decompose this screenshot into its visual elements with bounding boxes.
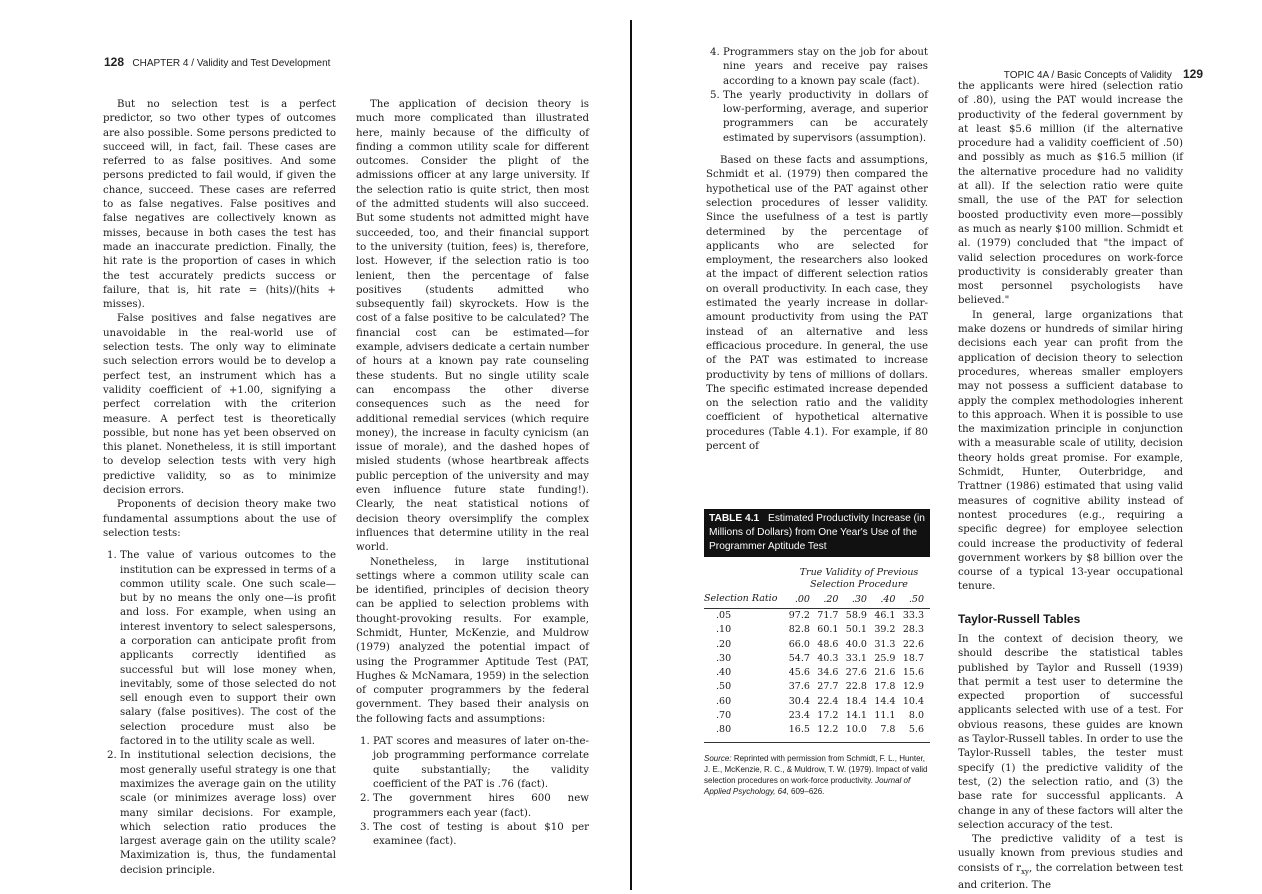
table-row	[704, 709, 930, 723]
table-cell: 37.6	[788, 681, 810, 693]
left-column-2	[356, 98, 589, 849]
table-title: Estimated Productivity Increase (in Millions of Dollars) from One Year's Use of the Programmer Aptitude Test	[709, 513, 925, 552]
table-cell: 71.7	[817, 610, 839, 621]
paragraph: Nonetheless, in large institutional settings where a common utility scale can be identified, principles of decision theory can be applied to selection problems with thought-provoking results. For example, Schmidt, Hunter, McKenzie, and Muldrow (1979) analyzed the potential impact of using the Programmer Aptitude Test (PAT, Hughes & McNamara, 1959) in the selection of computer programmers by the federal government. They based their analysis on the following facts and assumptions:	[356, 556, 589, 725]
paragraph: Proponents of decision theory make two fundamental assumptions about the use of selection tests:	[103, 499, 336, 539]
table-cell: 23.4	[788, 710, 810, 722]
paragraph: In the context of decision theory, we should describe the statistical tables published by Taylor and Russell (1939) that permit a test user to determine the expected proportion of successful applicants selected with use of a test. For obvious reasons, these guides are known as Taylor-Russell tables. In order to use the Taylor-Russell tables, the tester must specify (1) the predictive validity of the test, (2) the selection ratio, and (3) the base rate for successful applicants. A change in any of these factors will alter the selection accuracy of the test.	[958, 633, 1183, 831]
selection-ratio-cell: .40	[716, 667, 732, 679]
table-cell: 15.6	[902, 667, 924, 679]
table-cell: 27.6	[845, 667, 867, 679]
right-column-2	[958, 80, 1183, 893]
paragraph: The application of decision theory is much more complicated than illustrated here, mainly because of the difficulty of finding a common utility scale for different outcomes. Consider the plight of the admissions officer at any large university. If the selection ratio is quite strict, then most of the admitted students will also succeed. But some students not admitted might have succeeded, too, and their financial support to the university (tuition, fees) is, therefore, lost. However, if the selection ratio is too lenient, then the percentage of false positives (students admitted who subsequently fail) skyrockets. How is the cost of a false positive to be calculated? The financial cost can be estimated—for example, advisers dedicate a certain number of hours at a known pay rate counseling these students. But no single utility scale can encompass the other diverse consequences such as the need for additional remedial services (which require money), the increase in faculty cynicism (an issue of morale), and the dashed hopes of misled students (whose heartbreak affects public perception of the university and may even influence future state funding!). Clearly, the neat statistical notions of decision theory oversimplify the complex influences that determine utility in the real world.	[356, 99, 589, 554]
table-cell: 54.7	[788, 652, 810, 664]
list-item: 2. In institutional selection decisions, the most generally useful strategy is one that maximizes the average gain on the utility scale (or minimizes average loss) over many similar decisions. For example, which selection ratio produces the largest average gain on the utility scale? Maximization is, thus, the fundamental decision principle.	[120, 749, 336, 878]
table-label: TABLE 4.1	[709, 513, 760, 524]
list-item: 5. The yearly productivity in dollars of low-performing, average, and superior programmers can be accurately estimated by supervisors (assumption).	[723, 89, 928, 146]
table-cell: 28.3	[902, 624, 924, 636]
right-column-1	[706, 46, 928, 454]
column-header: .30	[844, 593, 873, 609]
right-page	[632, 0, 1262, 894]
table-cell: 39.2	[874, 624, 896, 636]
paragraph: the applicants were hired (selection ratio of .80), using the PAT would increase the productivity of the federal government by at least $5.6 million (if the alternative procedure had a validity coefficient of .50) and possibly as much as $16.5 million (if the alternative procedure had no validity at all). If the selection ratio were quite small, the use of the PAT for selection boosted productivity even more—possibly as much as nearly $100 million. Schmidt et al. (1979) concluded that "the impact of valid selection procedures on work-force productivity is considerably greater than most personnel psychologists have believed."	[958, 81, 1183, 307]
paragraph: In general, large organizations that make dozens or hundreds of similar hiring decisions each year can profit from the application of decision theory to selection procedures, whereas smaller employers may not possess a sufficient database to apply the complex methodologies inherent to this approach. When it is possible to use the maximization principle in conjunction with a measurable scale of utility, decision theory holds great promise. For example, Schmidt, Hunter, Outerbridge, and Trattner (1986) estimated that using valid measures of cognitive ability instead of nontest procedures (e.g., requiring a specific degree) for employee selection could increase the productivity of federal government workers by $8 billion over the course of a typical 13-year occupational tenure.	[958, 309, 1183, 593]
table-cell: 25.9	[874, 652, 896, 664]
table-cell: 10.4	[902, 695, 924, 707]
table-cell: 48.6	[817, 638, 839, 650]
assumptions-list	[103, 549, 336, 878]
table-cell: 5.6	[901, 723, 930, 742]
section-heading: Taylor-Russell Tables	[958, 611, 1081, 626]
table-cell: 58.9	[845, 610, 867, 621]
table-row	[704, 652, 930, 666]
table-row	[704, 666, 930, 680]
list-item: 2. The government hires 600 new programmers each year (fact).	[373, 792, 589, 821]
table-cell: 22.8	[845, 681, 867, 693]
table-cell: 17.2	[817, 710, 839, 722]
right-running-head	[1004, 67, 1203, 81]
table-cell: 8.0	[908, 710, 924, 722]
table-cell: 16.5	[787, 723, 816, 742]
table-cell: 40.0	[845, 638, 867, 650]
left-column-1	[103, 98, 336, 878]
subscript: xy	[1021, 867, 1029, 876]
table-cell: 30.4	[788, 695, 810, 707]
table-cell: 27.7	[817, 681, 839, 693]
selection-ratio-cell: .80	[704, 723, 787, 742]
table-source-note	[704, 753, 930, 797]
column-header: .40	[873, 593, 902, 609]
right-running-head-text: TOPIC 4A / Basic Concepts of Validity	[1003, 70, 1172, 81]
paragraph: False positives and false negatives are unavoidable in the real-world use of selection tests. The only way to eliminate such selection errors would be to develop a perfect test, an instrument which has a validity coefficient of +1.00, signifying a perfect correlation with the criterion measure. A perfect test is theoretically possible, but none has yet been observed on this planet. Nonetheless, it is still important to develop selection tests with very high predictive validity, so as to minimize decision errors.	[103, 313, 336, 497]
source-label: Source:	[704, 753, 732, 763]
table-4-1	[704, 509, 930, 797]
table-cell: 17.8	[874, 681, 896, 693]
list-item: 1. The value of various outcomes to the institution can be expressed in terms of a common utility scale. One such scale—but by no means the only one—is profit and loss. For example, when using an interest inventory to select salespersons, a corporation can anticipate profit from applicants correctly identified as successful but will lose money when, inevitably, some of those selected do not sell enough even to support their own salary (false positives). The cost of the selection procedure must also be factored in to the utility scale as well.	[120, 549, 336, 749]
table-row	[704, 638, 930, 652]
facts-list-continued	[706, 46, 928, 146]
paragraph	[958, 833, 1183, 893]
table-cell: 7.8	[873, 723, 902, 742]
table-cell: 33.3	[902, 610, 924, 621]
table-body	[704, 609, 930, 743]
selection-ratio-cell: .05	[716, 610, 732, 621]
left-page-number: 128	[104, 55, 125, 69]
table-cell: 12.9	[902, 681, 924, 693]
left-running-head-text: CHAPTER 4 / Validity and Test Development	[132, 58, 331, 69]
list-item: 4. Programmers stay on the job for about nine years and receive pay raises according to a known pay scale (fact).	[723, 46, 928, 89]
column-header: .50	[901, 593, 930, 609]
table-cell: 45.6	[788, 667, 810, 679]
productivity-table	[704, 593, 930, 743]
table-cell: 22.4	[817, 695, 839, 707]
table-cell: 33.1	[845, 652, 867, 664]
table-super-header: True Validity of Previous Selection Procedure	[799, 567, 919, 590]
paragraph-text: The predictive validity of a test is usually known from previous studies and consists of r	[958, 834, 1183, 874]
selection-ratio-cell: .20	[716, 638, 732, 650]
table-cell: 14.4	[874, 695, 896, 707]
table-cell: 18.7	[902, 652, 924, 664]
table-row	[704, 723, 930, 742]
table-cell: 40.3	[817, 652, 839, 664]
source-text: Reprinted with permission from Schmidt, F. L., Hunter, J. E., McKenzie, R. C., & Muldrow, T. W. (1979). Impact of valid selection procedures on work-force productivity.	[704, 753, 928, 785]
selection-ratio-cell: .10	[716, 624, 732, 636]
facts-list	[356, 735, 589, 849]
table-cell: 66.0	[788, 638, 810, 650]
paragraph: But no selection test is a perfect predictor, so two other types of outcomes are also possible. Some persons predicted to succeed will, in fact, fail. These cases are referred to as false positives. And some persons predicted to fail would, if given the chance, succeed. These cases are referred to as false negatives. False positives and false negatives are collectively known as misses, because in both cases the test has made an inaccurate prediction. Finally, the hit rate is the proportion of cases in which the test accurately predicts success or failure, that is, hit rate = (hits)/(hits + misses).	[103, 99, 336, 311]
table-cell: 22.6	[902, 638, 924, 650]
table-cell: 50.1	[845, 624, 867, 636]
paragraph-text: , the correlation between test and criterion. The	[958, 862, 1183, 892]
paragraph: Based on these facts and assumptions, Schmidt et al. (1979) then compared the hypothetical use of the PAT against other selection procedures of lesser validity. Since the usefulness of a test is partly determined by the percentage of applicants who are selected for employment, the researchers also looked at the impact of different selection ratios on overall productivity. In each case, they estimated the yearly increase in dollar-amount productivity from using the PAT instead of an alternative and less efficacious procedure. In general, the use of the PAT was estimated to increase productivity by tens of millions of dollars. The specific estimated increase depended on the selection ratio and the validity coefficient of hypothetical alternative procedures (Table 4.1). For example, if 80 percent of	[706, 155, 928, 453]
table-header-row	[704, 593, 930, 609]
table-title-bar	[704, 509, 930, 557]
selection-ratio-cell: .30	[716, 652, 732, 664]
table-cell: 46.1	[874, 610, 896, 621]
table-cell: 18.4	[845, 695, 867, 707]
list-item: 3. The cost of testing is about $10 per examinee (fact).	[373, 821, 589, 850]
left-page	[0, 0, 630, 894]
table-row	[704, 695, 930, 709]
source-journal: Journal of Applied Psychology, 64,	[704, 775, 911, 796]
source-pages: 609–626.	[791, 786, 825, 796]
table-cell: 34.6	[817, 667, 839, 679]
table-cell: 11.1	[874, 710, 896, 722]
table-cell: 12.2	[816, 723, 845, 742]
row-header: Selection Ratio	[704, 593, 787, 609]
table-cell: 21.6	[874, 667, 896, 679]
selection-ratio-cell: .60	[716, 695, 732, 707]
table-row	[704, 609, 930, 624]
table-cell: 82.8	[788, 624, 810, 636]
table-row	[704, 680, 930, 694]
selection-ratio-cell: .70	[716, 710, 732, 722]
right-page-number: 129	[1182, 67, 1203, 81]
table-cell: 60.1	[817, 624, 839, 636]
table-cell: 97.2	[788, 610, 810, 621]
table-cell: 14.1	[845, 710, 867, 722]
list-item: 1. PAT scores and measures of later on-the-job programming performance correlate quite substantially; the validity coefficient of the PAT is .76 (fact).	[373, 735, 589, 792]
table-cell: 10.0	[844, 723, 873, 742]
column-header: .20	[816, 593, 845, 609]
selection-ratio-cell: .50	[716, 681, 732, 693]
table-cell: 31.3	[874, 638, 896, 650]
left-running-head	[104, 55, 330, 69]
column-header: .00	[787, 593, 816, 609]
table-row	[704, 623, 930, 637]
